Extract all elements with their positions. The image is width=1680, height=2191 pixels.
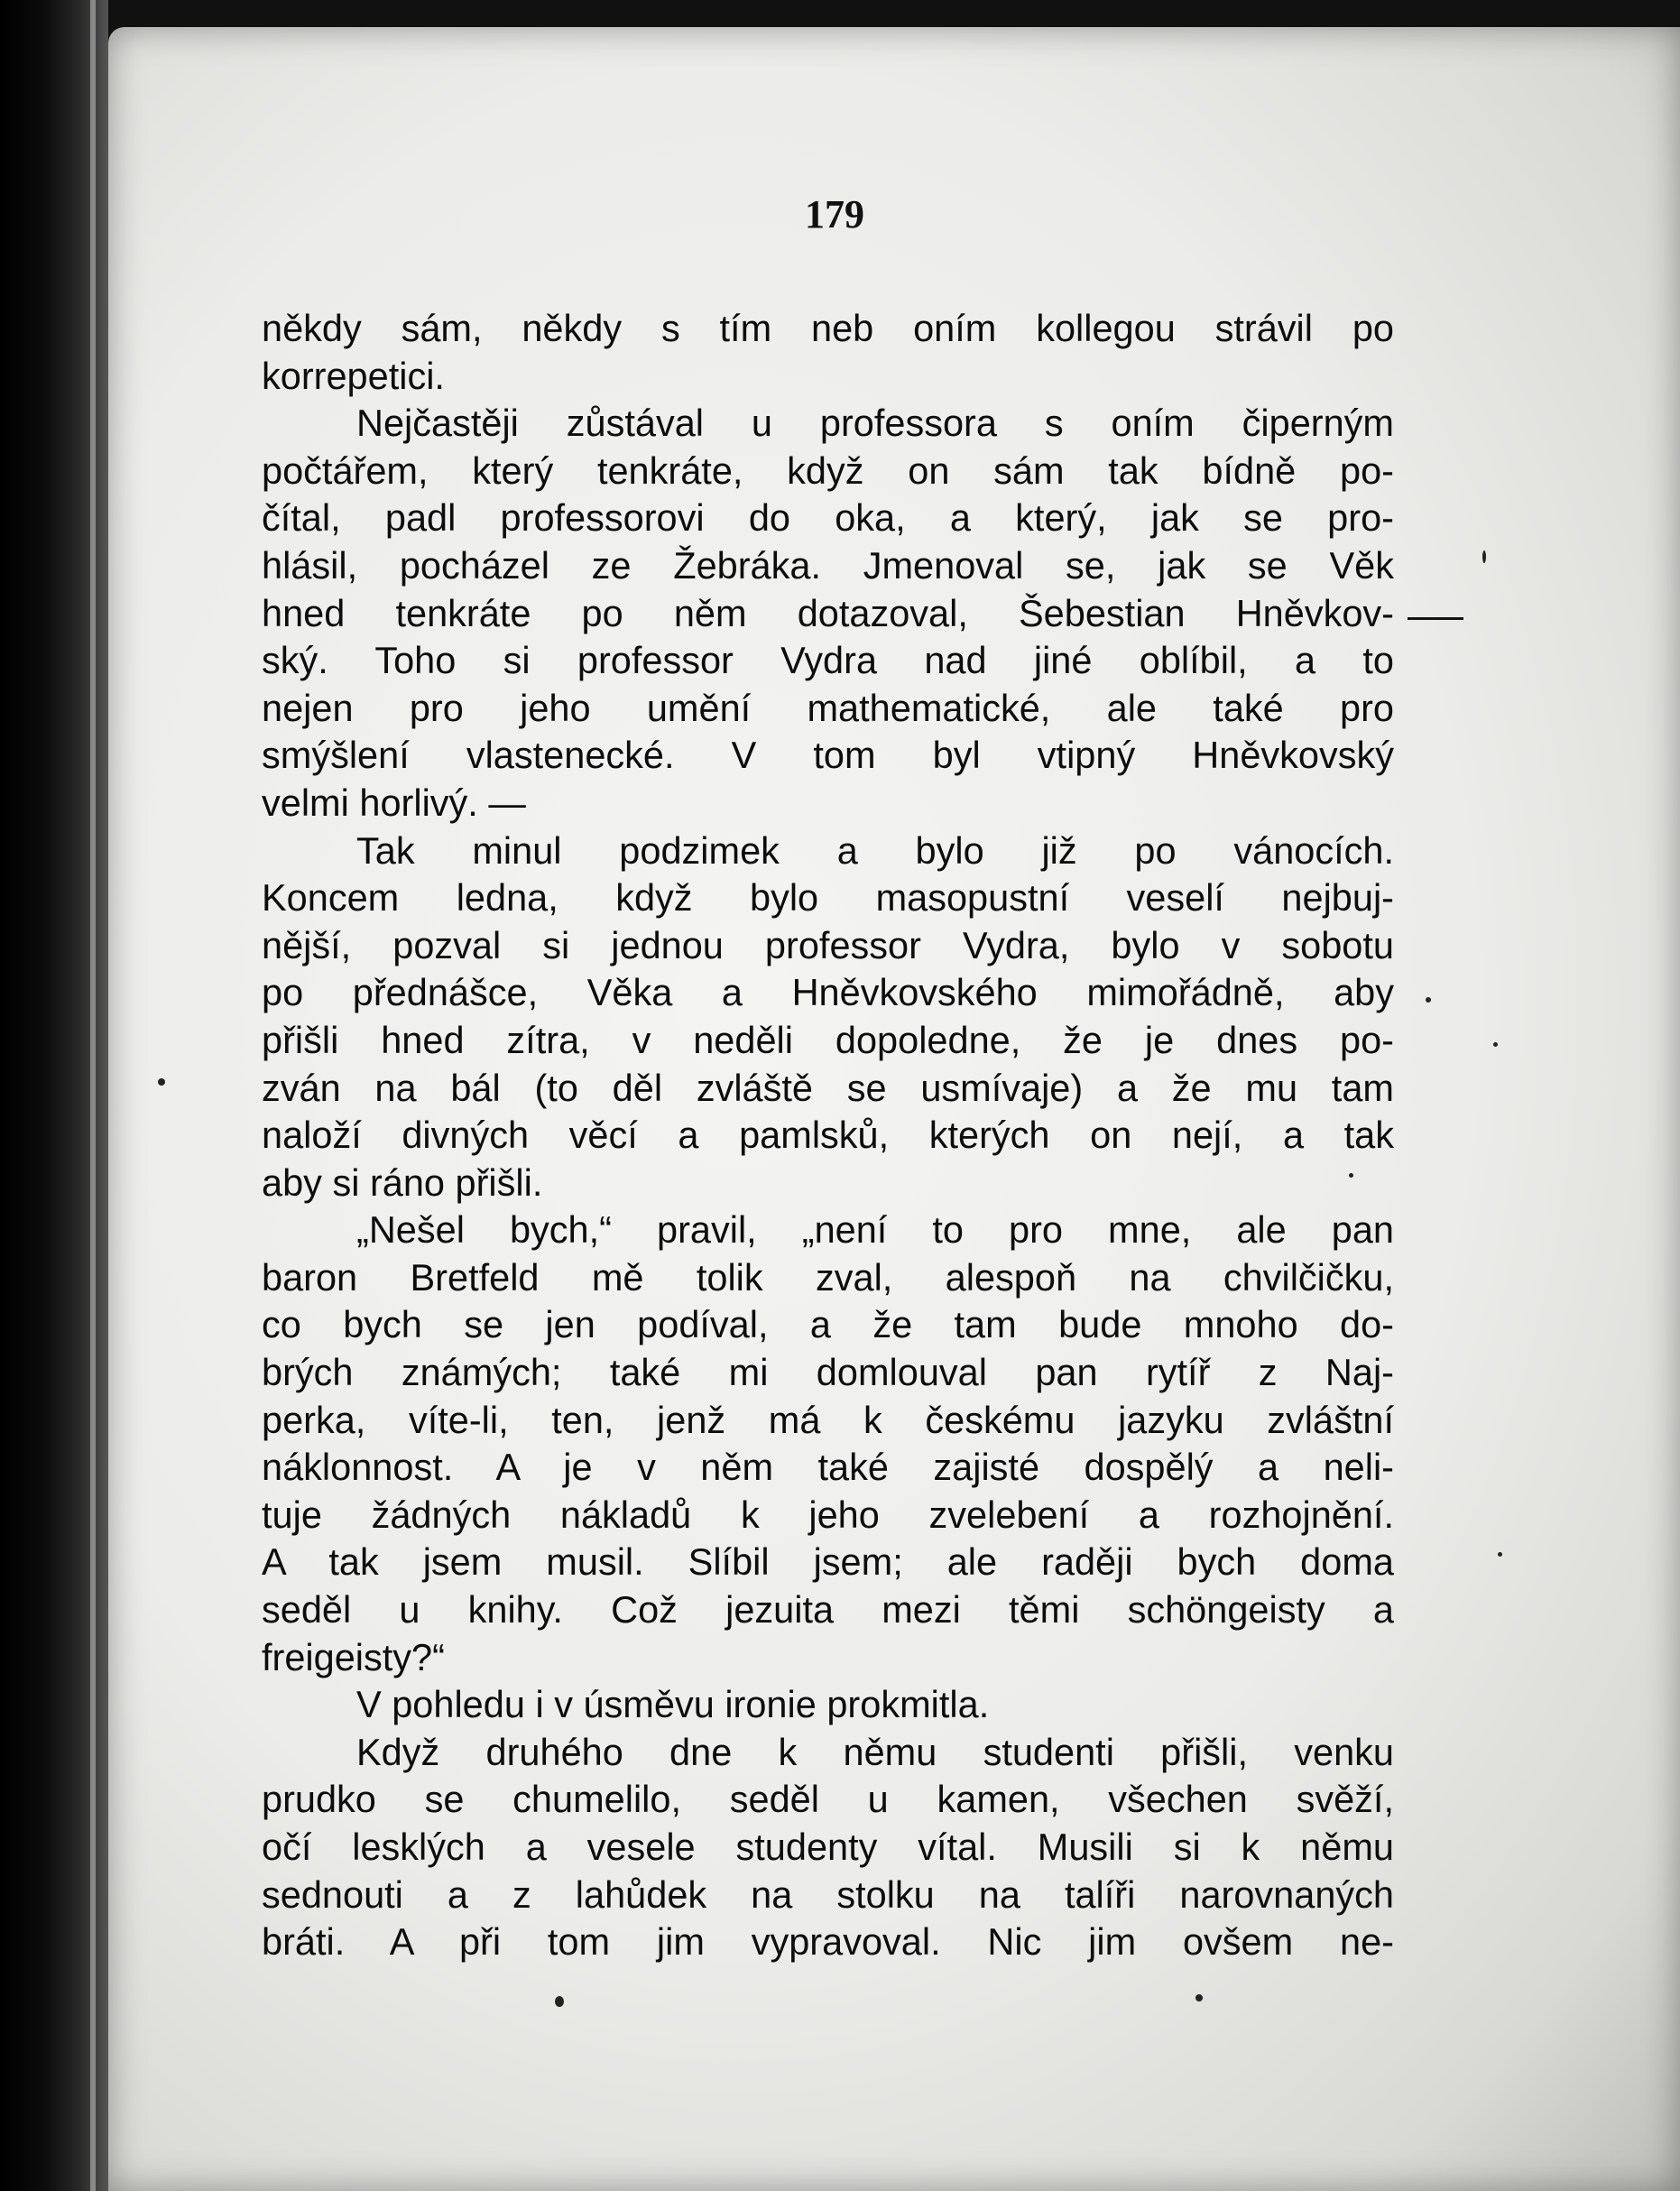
body-text	[262, 305, 1394, 1966]
text-line: prudko se chumelilo, seděl u kamen, všechen svěží,	[262, 1778, 1394, 1821]
text-line: přišli hned zítra, v neděli dopoledne, že je dnes po-	[262, 1018, 1394, 1061]
text-line: hned tenkráte po něm dotazoval, Šebestian Hněvkov-	[262, 591, 1394, 634]
text-line: baron Bretfeld mě tolik zval, alespoň na chvilčičku,	[262, 1255, 1394, 1299]
text-line: čítal, padl professorovi do oka, a který, jak se pro-	[262, 496, 1394, 540]
text-line: „Nešel bych,“ pravil, „není to pro mne, ale pan	[356, 1208, 1394, 1252]
print-speck	[1195, 1994, 1203, 2001]
text-line: počtářem, který tenkráte, když on sám tak bídně po-	[262, 448, 1394, 492]
text-line: zván na bál (to děl zvláště se usmívaje) a že mu tam	[262, 1066, 1394, 1109]
text-line: ský. Toho si professor Vydra nad jiné oblíbil, a to	[262, 639, 1394, 682]
text-line: seděl u knihy. Což jezuita mezi těmi schöngeisty a	[262, 1588, 1394, 1632]
text-line: smýšlení vlastenecké. V tom byl vtipný Hněvkovský	[262, 734, 1394, 777]
text-line: tuje žádných nákladů k jeho zvelebení a rozhojnění.	[262, 1493, 1394, 1536]
text-line: Když druhého dne k němu studenti přišli, venku	[356, 1730, 1394, 1773]
text-line: A tak jsem musil. Slíbil jsem; ale raději bych doma	[262, 1540, 1394, 1584]
text-line: sednouti a z lahůdek na stolku na talíři narovnaných	[262, 1872, 1394, 1916]
page-number: 179	[805, 192, 864, 236]
print-speck	[1493, 1042, 1498, 1047]
text-line: perka, víte-li, ten, jenž má k českému jazyku zvláštní	[262, 1398, 1394, 1441]
text-line: nejen pro jeho umění mathematické, ale také pro	[262, 686, 1394, 729]
text-line: velmi horlivý. —	[262, 781, 526, 824]
page-fold	[90, 0, 96, 2191]
text-line: freigeisty?“	[262, 1635, 445, 1678]
print-speck	[1426, 997, 1431, 1003]
text-line: očí lesklých a vesele studenty vítal. Musili si k němu	[262, 1826, 1394, 1868]
text-line: co bych se jen podíval, a že tam bude mnoho do-	[262, 1303, 1394, 1346]
print-speck	[1498, 1552, 1502, 1557]
text-line: bráti. A při tom jim vypravoval. Nic jim ovšem ne-	[262, 1920, 1394, 1964]
text-line: hlásil, pocházel ze Žebráka. Jmenoval se, jak se Věk	[262, 543, 1394, 587]
text-line: někdy sám, někdy s tím neb oním kollegou strávil po	[262, 307, 1394, 349]
text-line: Tak minul podzimek a bylo již po vánocích.	[356, 828, 1394, 872]
print-speck	[1482, 550, 1486, 563]
print-speck	[158, 1078, 165, 1086]
text-line: V pohledu i v úsměvu ironie prokmitla.	[356, 1683, 990, 1726]
text-line: po přednášce, Věka a Hněvkovského mimořádně, aby	[262, 971, 1394, 1014]
text-line: nější, pozval si jednou professor Vydra, bylo v sobotu	[262, 923, 1394, 966]
text-line: aby si ráno přišli.	[262, 1160, 543, 1204]
print-speck	[1349, 1173, 1353, 1178]
print-speck	[555, 1996, 564, 2007]
text-line: náklonnost. A je v něm také zajisté dospělý a neli-	[262, 1446, 1394, 1489]
text-line: korrepetici.	[262, 354, 445, 397]
text-line: Nejčastěji zůstával u professora s oním čiperným	[356, 402, 1394, 445]
margin-dash-mark	[1408, 617, 1463, 620]
text-line: naloží divných věcí a pamlsků, kterých on nejí, a tak	[262, 1114, 1394, 1157]
text-line: brých známých; také mi domlouval pan rytíř z Naj-	[262, 1351, 1394, 1394]
text-line: Koncem ledna, když bylo masopustní veselí nejbuj-	[262, 876, 1394, 920]
